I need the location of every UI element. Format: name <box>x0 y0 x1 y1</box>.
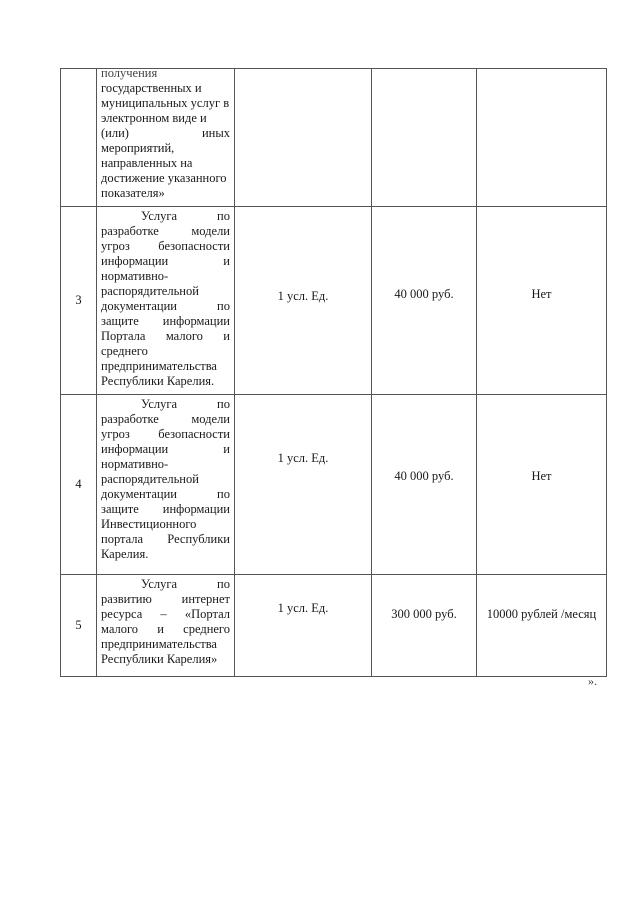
note-cell <box>477 575 607 677</box>
desc-line: получения <box>101 66 158 80</box>
price-cell <box>372 575 477 677</box>
desc-line: информации и <box>101 254 230 268</box>
desc-line: информации и <box>101 442 230 456</box>
row-number: 4 <box>61 395 97 575</box>
desc-line: Услуга по <box>141 209 230 223</box>
desc-line: документации по <box>101 299 230 313</box>
desc-line: нормативно- <box>101 269 169 283</box>
table-row <box>61 395 607 575</box>
table-row <box>61 207 607 395</box>
note-cell <box>477 69 607 207</box>
desc-line: Республики Карелия» <box>101 652 218 666</box>
desc-line: Услуга по <box>141 577 230 591</box>
service-description <box>97 207 235 395</box>
note-value: 10000 рублей /месяц <box>486 607 597 621</box>
note-value: Нет <box>531 469 552 483</box>
desc-line: разработке модели <box>101 412 230 426</box>
table-row <box>61 575 607 677</box>
desc-line: малого и среднего <box>101 622 230 636</box>
service-description <box>97 66 235 207</box>
unit-value: 1 усл. Ед. <box>277 601 329 615</box>
closing-quote-mark: ». <box>588 674 597 688</box>
price-value: 40 000 руб. <box>394 469 454 483</box>
table-row <box>61 69 607 207</box>
price-value: 40 000 руб. <box>394 287 454 301</box>
unit-value: 1 усл. Ед. <box>277 451 329 465</box>
unit-value: 1 усл. Ед. <box>277 289 329 303</box>
unit-cell <box>235 395 372 575</box>
service-description <box>97 575 235 677</box>
desc-line: Карелия. <box>101 547 149 561</box>
price-cell <box>372 395 477 575</box>
desc-line: защите информации <box>101 502 230 516</box>
desc-line: угроз безопасности <box>101 427 230 441</box>
desc-line: предпринимательства <box>101 637 217 651</box>
price-value: 300 000 руб. <box>391 607 457 621</box>
desc-line: Республики Карелия. <box>101 374 215 388</box>
service-description <box>97 395 235 575</box>
unit-cell <box>235 207 372 395</box>
desc-line: документации по <box>101 487 230 501</box>
desc-line: портала Республики <box>101 532 230 546</box>
desc-line: угроз безопасности <box>101 239 230 253</box>
desc-line: (или) иных мероприятий, <box>101 126 230 155</box>
desc-line: достижение указанного <box>101 171 227 185</box>
price-cell <box>372 207 477 395</box>
desc-line: развитию интернет <box>101 592 230 606</box>
unit-cell <box>235 575 372 677</box>
note-cell <box>477 207 607 395</box>
desc-line: распорядительной <box>101 284 199 298</box>
desc-line: государственных и <box>101 81 202 95</box>
row-number: 5 <box>61 575 97 677</box>
desc-line: предпринимательства <box>101 359 217 373</box>
row-number <box>61 69 97 207</box>
unit-cell <box>235 69 372 207</box>
desc-line: распорядительной <box>101 472 199 486</box>
note-cell <box>477 395 607 575</box>
row-number: 3 <box>61 207 97 395</box>
desc-line: Услуга по <box>141 397 230 411</box>
desc-line: муниципальных услуг в <box>101 96 230 110</box>
desc-line: направленных на <box>101 156 193 170</box>
note-value: Нет <box>531 287 552 301</box>
desc-line: нормативно- <box>101 457 169 471</box>
desc-line: разработке модели <box>101 224 230 238</box>
desc-line: электронном виде и <box>101 111 207 125</box>
services-table <box>60 68 607 677</box>
desc-line: Портала малого и <box>101 329 230 343</box>
desc-line: среднего <box>101 344 148 358</box>
desc-line: Инвестиционного <box>101 517 197 531</box>
desc-line: защите информации <box>101 314 230 328</box>
desc-line: ресурса – «Портал <box>101 607 230 621</box>
price-cell <box>372 69 477 207</box>
desc-line: показателя» <box>101 186 165 200</box>
